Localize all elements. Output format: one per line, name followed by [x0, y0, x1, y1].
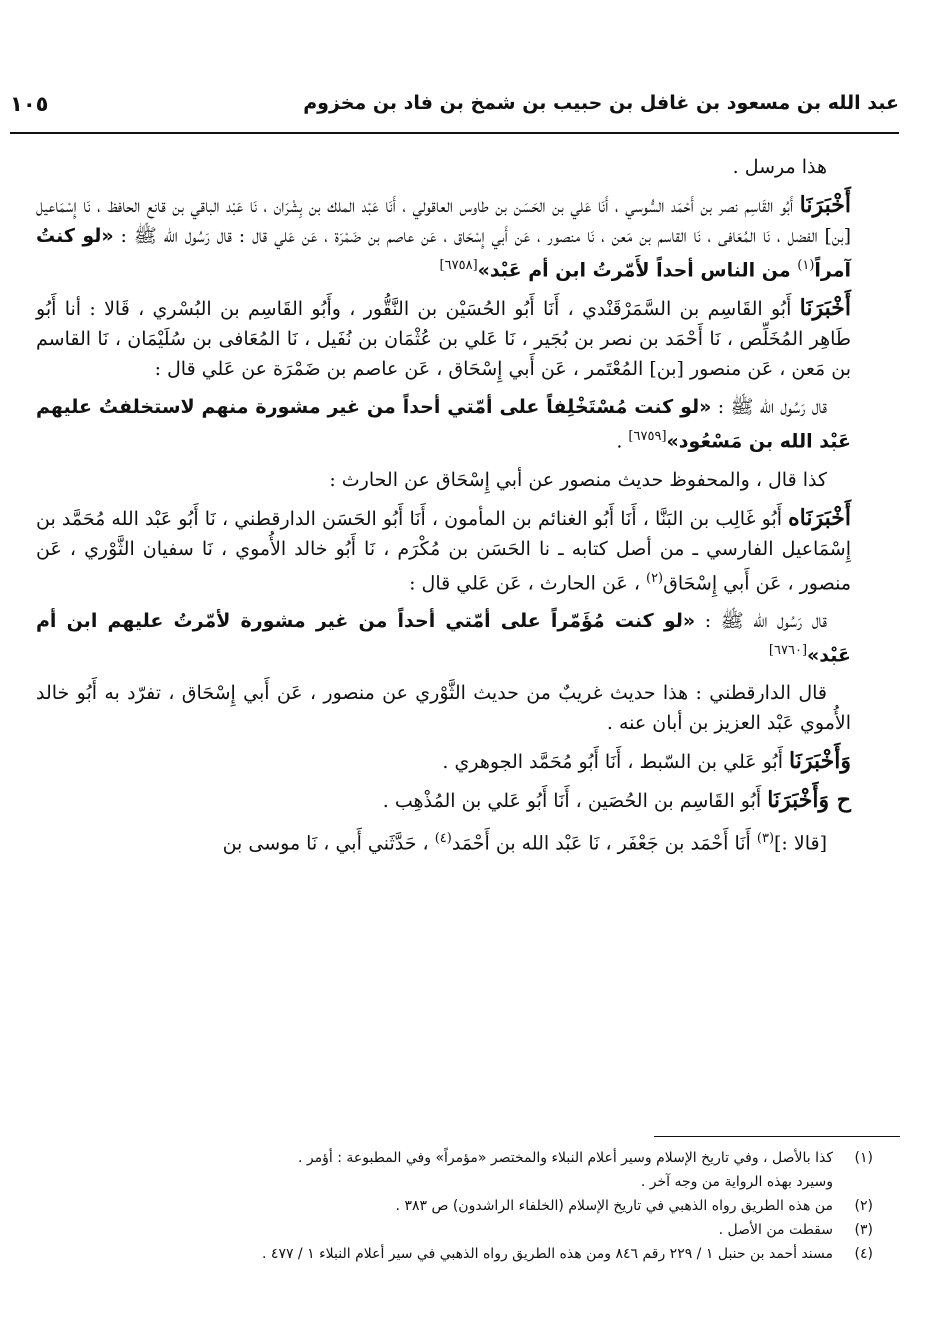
paragraph	[36, 152, 851, 182]
paragraph	[36, 392, 851, 456]
footnote-number: (١)	[854, 1150, 873, 1166]
footnote-ref: (٣)	[756, 831, 775, 847]
isnad-keyword: أَخْبَرَنَا	[799, 192, 851, 218]
footnote-text: مسند أحمد بن حنبل ١ / ٢٢٩ رقم ٨٤٦ ومن هذه الطريق رواه الذهبي في سير أعلام النبلاء ١ / ٤٧٧ .	[262, 1246, 833, 1262]
footnote	[36, 1194, 873, 1218]
paragraph-text: ، عَن الحارث ، عَن عَلي قال :	[409, 571, 646, 594]
footnote-ref: (٢)	[645, 570, 664, 586]
footnote-number: (٣)	[854, 1222, 873, 1238]
hadith-text: من الناس أحداً لأَمّرتُ ابن أم عَبْد»	[477, 259, 798, 282]
hadith-number: [٦٧٥٨]	[439, 258, 478, 273]
paragraph-text: أَبُو القَاسِم نصر بن أَحْمَد السُّوسي ، أَنَا عَلي بن الحَسَن بن طاوس العاقولي ، أَنَا عَبْد الملك بن بِشْرَان ، نَا عَبْد الباقي بن قانع الحافظ ، نَا إِسْمَاعيل [بن] الفضل ، نَا المُعَافى ، نَا القاسم بن مَعن ، نَا منصور ، عَن أَبي إِسْحَاق ، عَن عاصم بن ضَمْرَة ، عَن عَلي قال : قال رَسُول الله ﷺ :	[36, 195, 851, 247]
paragraph	[36, 824, 851, 858]
footnote-number: (٢)	[854, 1198, 873, 1214]
paragraph-text: [قالا :]	[774, 832, 827, 855]
footnote-line: وسيرد بهذه الرواية من وجه آخر .	[640, 1174, 833, 1190]
paragraph-text: أَبُو القَاسِم بن الحُصَين ، أَنَا أَبُو عَلي بن المُذْهِب .	[382, 790, 768, 813]
footnote	[36, 1218, 873, 1242]
hadith-text: «لو كنت مُؤَمّراً على أمّتي أحداً من غير مشورة لأمّرتُ عليهم ابن أم عَبْد»	[36, 609, 851, 667]
paragraph-text: هذا مرسل .	[732, 156, 827, 178]
paragraph-text: أَبُو عَلي بن السّبط ، أَنَا أَبُو مُحَمَّد الجوهري .	[442, 751, 790, 774]
paragraph	[36, 503, 851, 598]
paragraph	[36, 606, 851, 670]
isnad-keyword: ح وَأَخْبَرَنَا	[767, 787, 851, 814]
paragraph-text: أَبُو القَاسِم بن السَّمَرْقَنْدي ، أَنَا أَبُو الحُسَيْن بن النَّقُّور ، وأَبُو القَاسِم بن البُسْري ، قَالا : أنا أَبُو طَاهِر المُخَلِّص ، نَا أَحْمَد بن نصر بن بُجَير ، نَا عَلي بن عُثْمَان بن نُفَيل ، نَا المُعَافى بن سُلَيْمَان ، نَا القاسم بن مَعن ، عَن منصور [بن] المُعْتَمر ، عَن أَبي إِسْحَاق ، عَن عاصم بن ضَمْرَة عن عَلي قال :	[36, 298, 851, 381]
isnad-keyword: وَأَخْبَرَنَا	[789, 748, 851, 775]
paragraph	[36, 678, 851, 738]
paragraph	[36, 190, 851, 285]
main-text	[36, 152, 851, 867]
paragraph	[36, 785, 851, 816]
paragraph-text: قال رَسُول الله ﷺ :	[711, 396, 827, 419]
page-header	[10, 88, 899, 134]
hadith-number: [٦٧٦٠]	[768, 642, 808, 658]
footnote-ref: (٤)	[434, 831, 452, 847]
footnote-text: سقطت من الأصل .	[718, 1222, 833, 1238]
page-number: ١٠٥	[10, 92, 49, 116]
paragraph	[36, 465, 851, 495]
footnote	[36, 1242, 873, 1266]
footnote-number: (٤)	[854, 1246, 873, 1262]
footnote-divider	[654, 1136, 900, 1137]
hadith-number: [٦٧٥٩]	[628, 429, 667, 445]
footnote-line: كذا بالأصل ، وفي تاريخ الإسلام وسير أعلام النبلاء والمختصر «مؤمراً» وفي المطبوعة : أؤمر .	[298, 1150, 833, 1166]
paragraph	[36, 746, 851, 777]
paragraph-text: كذا قال ، والمحفوظ حديث منصور عن أبي إِسْحَاق عن الحارث :	[329, 468, 827, 491]
isnad-keyword: أَخْبَرَنَا	[799, 295, 851, 322]
footnote-text: من هذه الطريق رواه الذهبي في تاريخ الإسلام (الخلفاء الراشدون) ص ٣٨٣ .	[395, 1198, 833, 1214]
paragraph-text: قال الدارقطني : هذا حديث غريبٌ من حديث الثَّوْري عن منصور ، عَن أَبي إِسْحَاق ، تفرّد به أَبُو خالد الأُموي عَبْد العزيز بن أبان عنه .	[36, 682, 851, 735]
footnote-ref: (١)	[797, 258, 815, 273]
running-title: عبد الله بن مسعود بن غافل بن حبيب بن شمخ بن فاد بن مخزوم	[303, 92, 899, 114]
hadith-text: «لو كنت مُسْتَخْلِفاً على أمّتي أحداً من غير مشورة منهم لاستخلفتُ عليهم عَبْد الله بن مَسْعُود»	[36, 396, 851, 453]
hadith-text: «لو كنتُ آمراً	[36, 225, 851, 282]
paragraph-text: قال رَسُول الله ﷺ :	[695, 609, 827, 632]
footnotes	[36, 1146, 873, 1266]
paragraph-text: أَبُو غَالِب بن البَنَّا ، أَنَا أَبُو الغنائم بن المأمون ، أَنَا أَبُو الحَسَن الدارقطني ، نَا أَبُو عَبْد الله مُحَمَّد بن إِسْمَاعيل الفارسي ـ من أصل كتابه ـ نا الحَسَن بن مُكْرَم ، نَا أَبُو خالد الأُموي ، نَا سفيان الثَّوْري ، عَن منصور ، عَن أَبي إِسْحَاق	[36, 507, 851, 594]
footnote-text	[36, 1146, 833, 1194]
paragraph-text: ، حَدَّثَني أَبي ، نَا موسى بن	[222, 832, 435, 855]
footnote	[36, 1146, 873, 1194]
paragraph-text: أَنَا أَحْمَد بن جَعْفَر ، نَا عَبْد الله بن أَحْمَد	[451, 832, 757, 855]
isnad-keyword: أَخْبَرَنَاه	[788, 504, 851, 531]
paragraph	[36, 293, 851, 384]
paragraph-text: .	[616, 430, 629, 453]
